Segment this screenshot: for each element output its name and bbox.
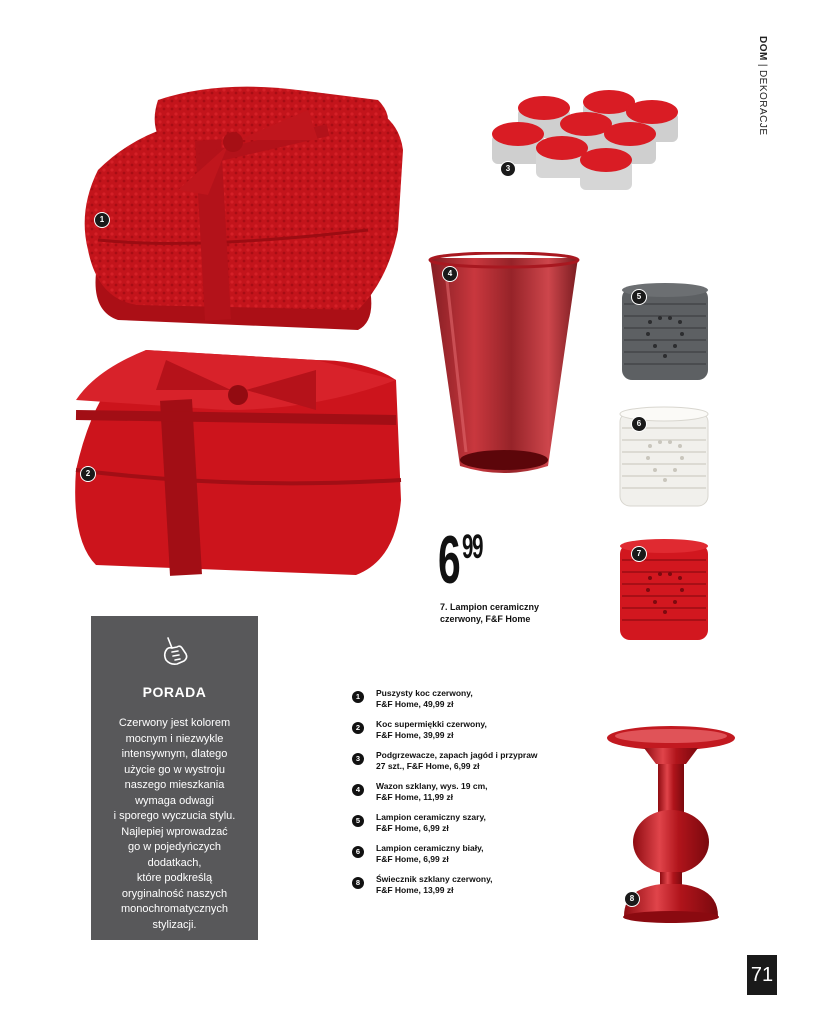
- list-item-price: F&F Home, 13,99 zł: [376, 885, 454, 895]
- list-item-number: 5: [352, 815, 364, 827]
- list-item-price: F&F Home, 6,99 zł: [376, 823, 449, 833]
- badge-8: 8: [624, 891, 640, 907]
- list-item-price: 27 szt., F&F Home, 6,99 zł: [376, 761, 480, 771]
- tip-line: dodatkach,: [147, 856, 202, 869]
- fluffy-blanket-image: [78, 80, 408, 340]
- list-item: [352, 750, 582, 781]
- tealights-image: [488, 84, 678, 216]
- badge-1: 1: [94, 212, 110, 228]
- list-item-price: F&F Home, 49,99 zł: [376, 699, 454, 709]
- list-item-number: 8: [352, 877, 364, 889]
- list-item-name: Wazon szklany, wys. 19 cm,: [376, 781, 488, 791]
- tip-body: [103, 716, 246, 933]
- badge-2: 2: [80, 466, 96, 482]
- list-item-name: Puszysty koc czerwony,: [376, 688, 473, 698]
- price-caption-line2: czerwony, F&F Home: [440, 614, 531, 624]
- list-item-name: Lampion ceramiczny szary,: [376, 812, 486, 822]
- section-sub: DEKORACJE: [757, 69, 768, 136]
- tip-line: monochromatycznych: [121, 903, 228, 915]
- list-item: [352, 719, 582, 750]
- tip-line: wymaga odwagi: [135, 794, 214, 807]
- list-item-number: 1: [352, 691, 364, 703]
- list-item-name: Lampion ceramiczny biały,: [376, 843, 484, 853]
- list-item: [352, 812, 582, 843]
- list-item-price: F&F Home, 6,99 zł: [376, 854, 449, 864]
- glass-vase-image: [426, 252, 582, 480]
- list-item: [352, 688, 582, 719]
- tip-title: PORADA: [142, 684, 207, 700]
- tip-line: użycie go w wystroju: [124, 763, 225, 776]
- badge-7: 7: [631, 546, 647, 562]
- list-item-price: F&F Home, 11,99 zł: [376, 792, 453, 802]
- tip-line: które podkreślą: [136, 872, 213, 884]
- tip-line: mocnym i niezwykle: [125, 732, 224, 745]
- hand-icon: [158, 634, 192, 668]
- list-item-name: Świecznik szklany czerwony,: [376, 874, 493, 884]
- tip-line: Najlepiej wprowadzać: [121, 825, 228, 838]
- price-caption-line1: 7. Lampion ceramiczny: [440, 602, 540, 612]
- badge-4: 4: [442, 266, 458, 282]
- list-item-number: 3: [352, 753, 364, 765]
- section-main: DOM: [757, 36, 768, 61]
- tip-line: Czerwony jest kolorem: [118, 717, 231, 729]
- list-item-number: 4: [352, 784, 364, 796]
- list-item: [352, 781, 582, 812]
- list-item-number: 2: [352, 722, 364, 734]
- badge-5: 5: [631, 289, 647, 305]
- page-number: 71: [747, 955, 777, 995]
- badge-6: 6: [631, 416, 647, 432]
- price-caption: [440, 601, 570, 625]
- badge-3: 3: [500, 161, 516, 177]
- list-item: [352, 874, 582, 905]
- tip-line: oryginalność naszych: [121, 887, 228, 900]
- list-item-name: Koc supermiękki czerwony,: [376, 719, 487, 729]
- price-cents: 99: [462, 528, 483, 566]
- section-label: DOM|DEKORACJE: [757, 36, 768, 136]
- price-tag: [438, 522, 483, 600]
- list-item-price: F&F Home, 39,99 zł: [376, 730, 454, 740]
- tip-line: go w pojedyńczych: [128, 841, 221, 853]
- tip-line: i sporego wyczucia stylu.: [113, 810, 236, 822]
- list-item-name: Podgrzewacze, zapach jagód i przypraw: [376, 750, 538, 760]
- list-item: [352, 843, 582, 874]
- tip-box: [91, 616, 258, 940]
- list-item-number: 6: [352, 846, 364, 858]
- tip-line: stylizacji.: [152, 918, 197, 931]
- product-list: [352, 688, 582, 905]
- price-whole: 6: [438, 522, 459, 598]
- tip-line: naszego mieszkania: [124, 779, 225, 791]
- soft-blanket-image: [66, 340, 406, 580]
- tip-line: intensywnym, dlatego: [121, 748, 228, 760]
